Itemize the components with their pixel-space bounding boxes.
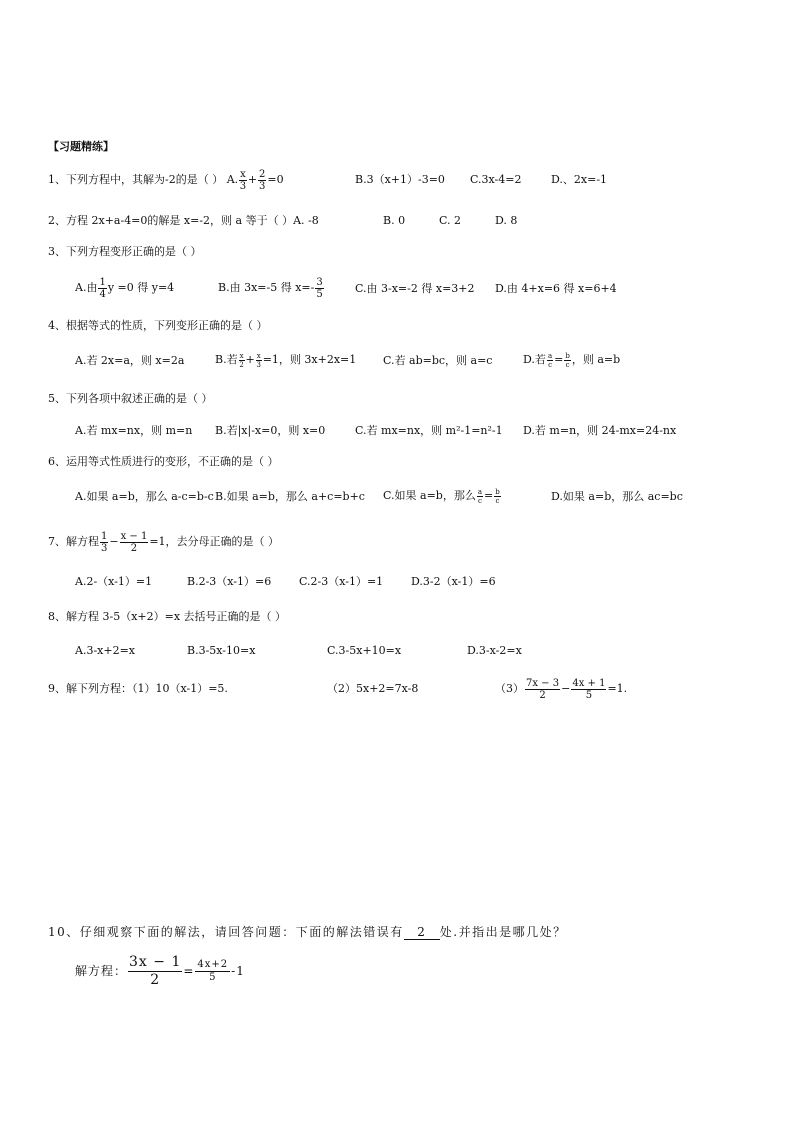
q4-option-a: A.若 2x=a，则 x=2a bbox=[75, 354, 185, 367]
q9-stem: 9、解下列方程：（1）10（x-1）=5. bbox=[48, 682, 228, 695]
q3-option-a: A.由 $\frac{1}{4}$ y =0 得 y=4 bbox=[75, 276, 175, 300]
q9-p3-fraction-1: $\frac{7x - 3}{2}$ bbox=[526, 677, 560, 701]
q7-fraction-1: $\frac{1}{3}$ bbox=[101, 530, 108, 554]
q7-option-d: D.3-2（x-1）=6 bbox=[411, 575, 496, 588]
q4-option-b: B.若 $\frac{x}{2}$ + $\frac{x}{3}$ =1，则 3x+2x=1 bbox=[215, 351, 357, 369]
q6-c-fraction-1: $\frac{a}{c}$ bbox=[477, 487, 483, 505]
q8-option-c: C.3-5x+10=x bbox=[327, 644, 402, 657]
q8-option-a: A.3-x+2=x bbox=[75, 644, 135, 657]
question-1 bbox=[48, 168, 284, 192]
q1-stem: 1、下列方程中，其解为-2的是（ ） bbox=[48, 173, 224, 186]
q6-option-b: B.如果 a=b，那么 a+c=b+c bbox=[215, 490, 365, 503]
q10-equation: 解方程： $\frac{3x - 1}{2}$ = $\frac{4x+2}{5}$ -1 bbox=[75, 954, 245, 988]
q7-stem: 7、解方程 $\frac{1}{3}$ − $\frac{x - 1}{2}$ =1，去分母正确的是（ ） bbox=[48, 530, 280, 554]
q2-option-d: D. 8 bbox=[495, 214, 518, 227]
q3-a-fraction: $\frac{1}{4}$ bbox=[99, 276, 106, 300]
q7-option-c: C.2-3（x-1）=1 bbox=[299, 575, 384, 588]
q5-stem: 5、下列各项中叙述正确的是（ ） bbox=[48, 392, 213, 405]
q9-p3-fraction-2: $\frac{4x + 1}{5}$ bbox=[572, 677, 606, 701]
q5-option-d: D.若 m=n，则 24-mx=24-nx bbox=[523, 424, 677, 437]
q1-option-a: A. $\frac{x}{3}$ + $\frac{2}{3}$ =0 bbox=[226, 168, 284, 192]
q3-b-fraction: $\frac{3}{5}$ bbox=[316, 276, 323, 300]
q4-option-c: C.若 ab=bc，则 a=c bbox=[383, 354, 493, 367]
q1-a-fraction-2: $\frac{2}{3}$ bbox=[259, 168, 266, 192]
q6-c-fraction-2: $\frac{b}{c}$ bbox=[495, 487, 500, 505]
q6-option-d: D.如果 a=b，那么 ac=bc bbox=[551, 490, 683, 503]
q10-fraction-2: $\frac{4x+2}{5}$ bbox=[197, 959, 229, 983]
q7-fraction-2: $\frac{x - 1}{2}$ bbox=[120, 530, 148, 554]
q8-stem: 8、解方程 3-5（x+2）=x 去括号正确的是（ ） bbox=[48, 610, 287, 623]
q4-b-fraction-1: $\frac{x}{2}$ bbox=[239, 351, 244, 369]
q1-option-c: C.3x-4=2 bbox=[470, 173, 522, 186]
q6-stem: 6、运用等式性质进行的变形，不正确的是（ ） bbox=[48, 455, 279, 468]
q10-answer-blank: 2 bbox=[404, 925, 440, 940]
q8-option-d: D.3-x-2=x bbox=[467, 644, 522, 657]
q7-option-b: B.2-3（x-1）=6 bbox=[187, 575, 272, 588]
q4-option-d: D.若 $\frac{a}{c}$ = $\frac{b}{c}$ ，则 a=b bbox=[523, 351, 621, 369]
q4-stem: 4、根据等式的性质，下列变形正确的是（ ） bbox=[48, 319, 268, 332]
q3-option-b: B.由 3x=-5 得 x=- $\frac{3}{5}$ bbox=[218, 276, 323, 300]
q6-option-c: C.如果 a=b，那么 $\frac{a}{c}$ = $\frac{b}{c}$ bbox=[383, 487, 500, 505]
q3-option-d: D.由 4+x=6 得 x=6+4 bbox=[495, 282, 617, 295]
q5-option-a: A.若 mx=nx，则 m=n bbox=[75, 424, 193, 437]
q3-stem: 3、下列方程变形正确的是（ ） bbox=[48, 245, 202, 258]
q3-option-c: C.由 3-x=-2 得 x=3+2 bbox=[355, 282, 475, 295]
q1-option-b: B.3（x+1）-3=0 bbox=[355, 173, 445, 186]
q5-option-b: B.若|x|-x=0，则 x=0 bbox=[215, 424, 326, 437]
q4-b-fraction-2: $\frac{x}{3}$ bbox=[256, 351, 261, 369]
q1-a-fraction-1: $\frac{x}{3}$ bbox=[239, 168, 247, 192]
q6-option-a: A.如果 a=b，那么 a-c=b-c bbox=[75, 490, 214, 503]
q2-option-c: C. 2 bbox=[439, 214, 462, 227]
q4-d-fraction-2: $\frac{b}{c}$ bbox=[565, 351, 570, 369]
q9-part-3: （3） $\frac{7x - 3}{2}$ − $\frac{4x + 1}{5}$ =1. bbox=[495, 677, 628, 701]
q9-part-2: （2）5x+2=7x-8 bbox=[327, 682, 419, 695]
q5-option-c: C.若 mx=nx，则 m²-1=n²-1 bbox=[355, 424, 503, 437]
q8-option-b: B.3-5x-10=x bbox=[187, 644, 256, 657]
q10-fraction-1: $\frac{3x - 1}{2}$ bbox=[129, 954, 182, 988]
q7-option-a: A.2-（x-1）=1 bbox=[75, 575, 153, 588]
q4-d-fraction-1: $\frac{a}{c}$ bbox=[547, 351, 553, 369]
section-title: 【习题精练】 bbox=[48, 140, 114, 153]
q10-stem: 10、仔细观察下面的解法，请回答问题：下面的解法错误有 2 处.并指出是哪几处？ bbox=[48, 925, 567, 939]
q1-option-d: D.、2x=-1 bbox=[551, 173, 608, 186]
q2-stem: 2、方程 2x+a-4=0的解是 x=-2，则 a 等于（ ）A. -8 bbox=[48, 214, 319, 227]
q2-option-b: B. 0 bbox=[383, 214, 406, 227]
